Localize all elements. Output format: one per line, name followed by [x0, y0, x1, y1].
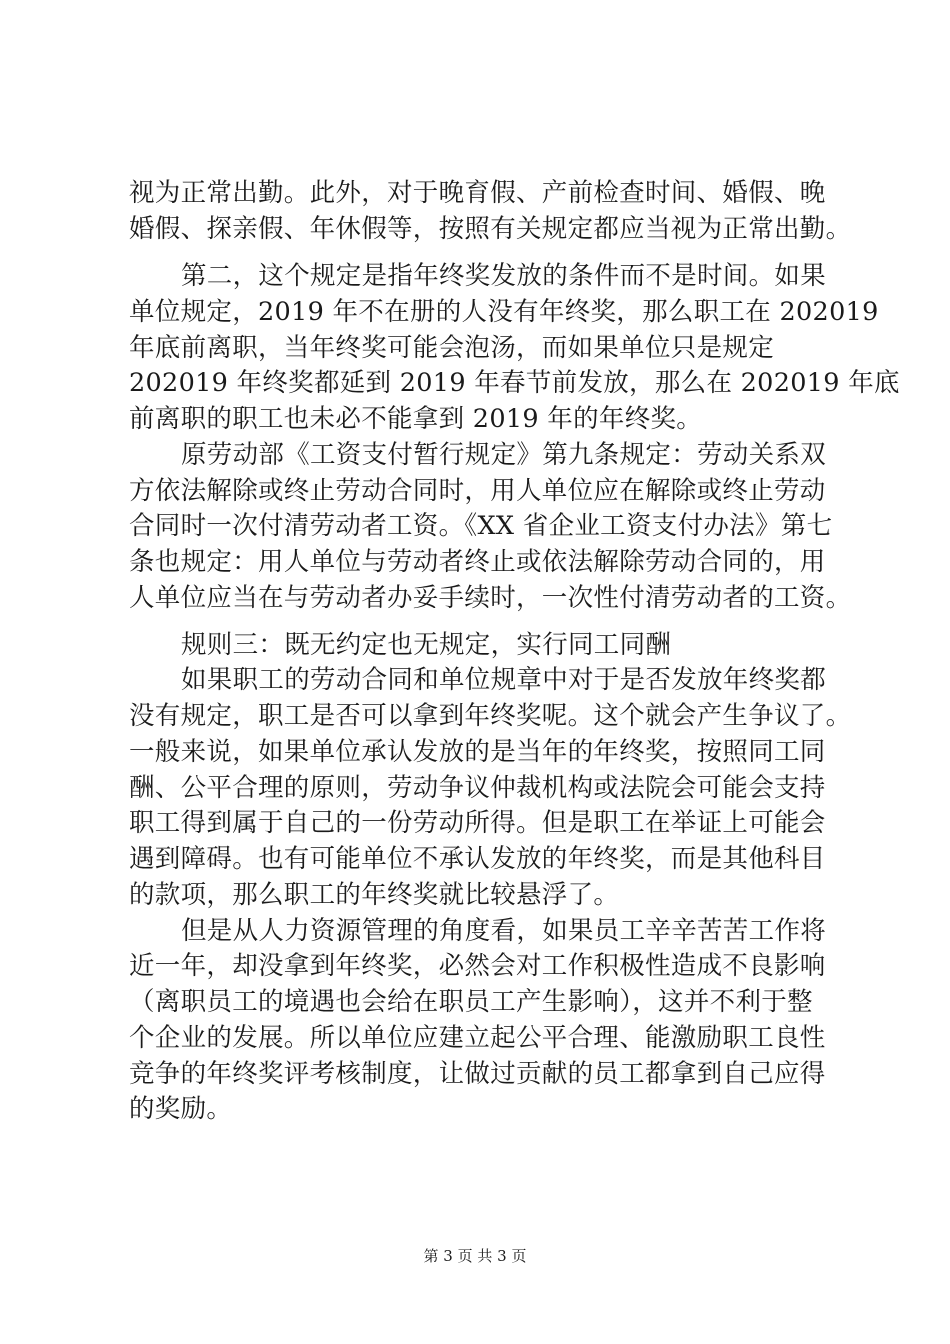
paragraph-line: 近一年，却没拿到年终奖，必然会对工作积极性造成不良影响: [129, 951, 826, 981]
paragraph-line: 原劳动部《工资支付暂行规定》第九条规定：劳动关系双: [181, 440, 827, 470]
paragraph-line: 第二，这个规定是指年终奖发放的条件而不是时间。如果: [181, 261, 827, 291]
paragraph-line: 竞争的年终奖评考核制度，让做过贡献的员工都拿到自己应得: [129, 1059, 826, 1089]
paragraph-line: 一般来说，如果单位承认发放的是当年的年终奖，按照同工同: [129, 737, 826, 767]
page-footer: 第 3 页 共 3 页: [423, 1247, 527, 1265]
paragraph-line: 但是从人力资源管理的角度看，如果员工辛辛苦苦工作将: [181, 916, 827, 946]
paragraph-line: 的奖励。: [129, 1094, 233, 1124]
paragraph-line: 条也规定：用人单位与劳动者终止或依法解除劳动合同的，用: [129, 547, 826, 577]
paragraph-line: 婚假、探亲假、年休假等，按照有关规定都应当视为正常出勤。: [129, 214, 852, 244]
paragraph-line: （离职员工的境遇也会给在职员工产生影响），这并不利于整: [129, 987, 813, 1017]
paragraph-line: 方依法解除或终止劳动合同时，用人单位应在解除或终止劳动: [129, 476, 826, 506]
section-heading: 规则三：既无约定也无规定，实行同工同酬: [181, 630, 672, 660]
paragraph-line: 视为正常出勤。此外，对于晚育假、产前检查时间、婚假、晚: [129, 178, 826, 208]
paragraph-line: 合同时一次付清劳动者工资。《XX 省企业工资支付办法》第七: [129, 511, 833, 541]
paragraph-line: 单位规定，2019 年不在册的人没有年终奖，那么职工在 202019: [129, 297, 879, 327]
paragraph-line: 如果职工的劳动合同和单位规章中对于是否发放年终奖都: [181, 665, 827, 695]
paragraph-line: 酬、公平合理的原则，劳动争议仲裁机构或法院会可能会支持: [129, 773, 826, 803]
paragraph-line: 没有规定，职工是否可以拿到年终奖呢。这个就会产生争议了。: [129, 701, 852, 731]
paragraph-line: 的款项，那么职工的年终奖就比较悬浮了。: [129, 880, 620, 910]
paragraph-line: 职工得到属于自己的一份劳动所得。但是职工在举证上可能会: [129, 808, 826, 838]
paragraph-line: 年底前离职，当年终奖可能会泡汤，而如果单位只是规定: [129, 333, 775, 363]
paragraph-line: 遇到障碍。也有可能单位不承认发放的年终奖，而是其他科目: [129, 844, 826, 874]
paragraph-line: 202019 年终奖都延到 2019 年春节前发放，那么在 202019 年底: [129, 368, 900, 398]
paragraph-line: 个企业的发展。所以单位应建立起公平合理、能激励职工良性: [129, 1023, 826, 1053]
paragraph-line: 前离职的职工也未必不能拿到 2019 年的年终奖。: [129, 404, 703, 434]
paragraph-line: 人单位应当在与劳动者办妥手续时，一次性付清劳动者的工资。: [129, 583, 852, 613]
